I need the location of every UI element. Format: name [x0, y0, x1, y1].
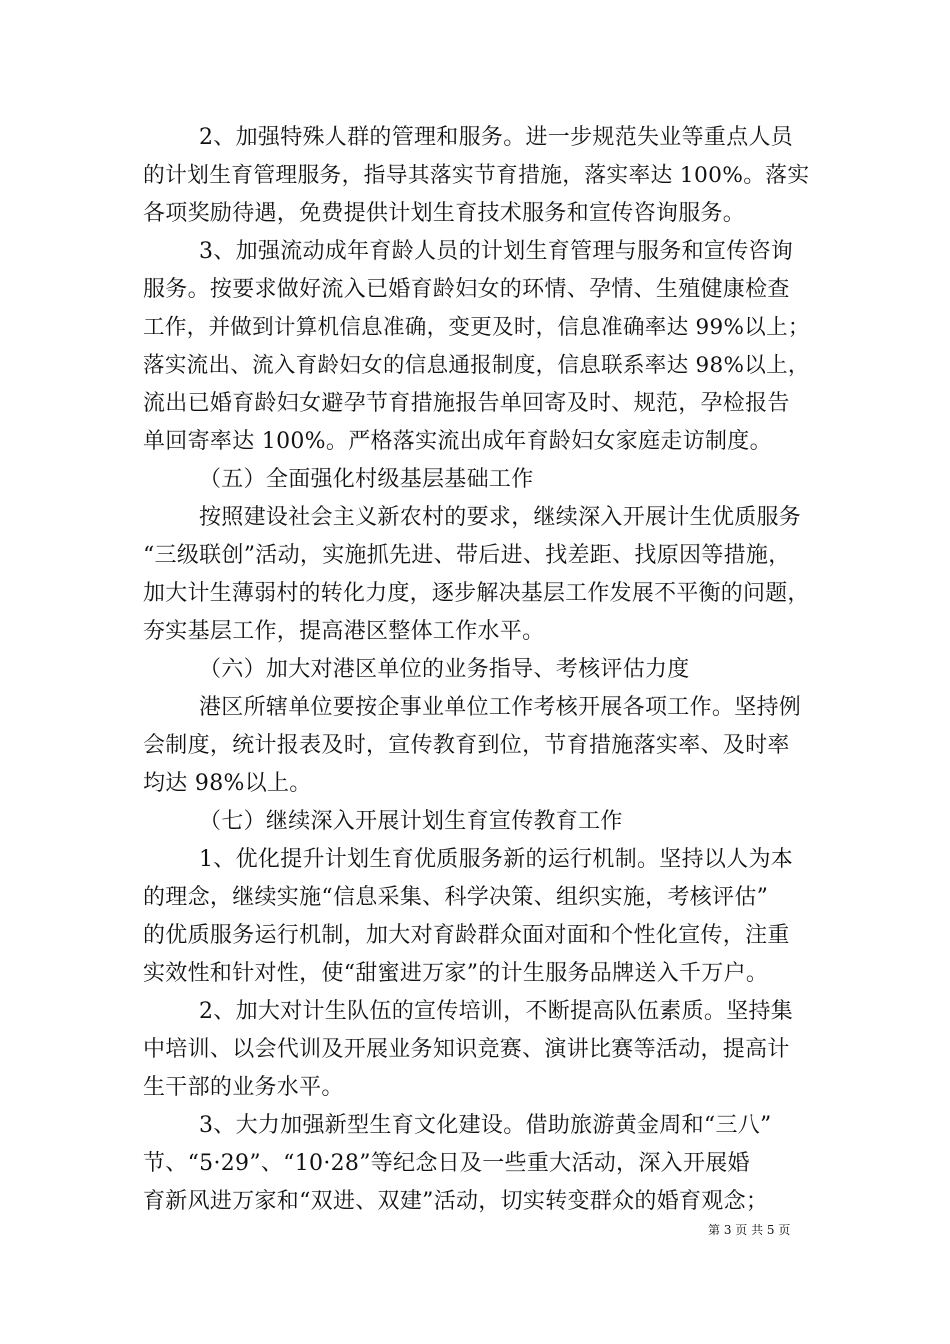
para-2-line-5: 流出已婚育龄妇女避孕节育措施报告单回寄及时、规范，孕检报告 — [143, 391, 790, 416]
para-2-line-6: 单回寄率达 100%。严格落实流出成年育龄妇女家庭走访制度。 — [143, 429, 772, 454]
para-4-line-3: 加大计生薄弱村的转化力度，逐步解决基层工作发展不平衡的问题， — [143, 581, 810, 606]
para-2-line-4: 落实流出、流入育龄妇女的信息通报制度，信息联系率达 98%以上， — [143, 353, 810, 378]
para-8-line-4: 实效性和针对性，使“甜蜜进万家”的计生服务品牌送入千万户。 — [143, 961, 769, 986]
para-2-line-1: 3、加强流动成年育龄人员的计划生育管理与服务和宣传咨询 — [199, 239, 794, 264]
para-6-line-1: 港区所辖单位要按企事业单位工作考核开展各项工作。坚持例 — [199, 695, 802, 720]
para-9-line-2: 中培训、以会代训及开展业务知识竞赛、演讲比赛等活动，提高计 — [143, 1037, 790, 1062]
para-8-line-1: 1、优化提升计划生育优质服务新的运行机制。坚持以人为本 — [199, 847, 794, 872]
para-1-line-2: 的计划生育管理服务，指导其落实节育措施，落实率达 100%。落实 — [143, 163, 810, 188]
para-10-line-2: 节、“5·29”、“10·28”等纪念日及一些重大活动，深入开展婚 — [143, 1151, 750, 1176]
section-heading-6: （六）加大对港区单位的业务指导、考核评估力度 — [199, 657, 690, 682]
para-8-line-3: 的优质服务运行机制，加大对育龄群众面对面和个性化宣传，注重 — [143, 923, 790, 948]
para-1-line-1: 2、加强特殊人群的管理和服务。进一步规范失业等重点人员 — [199, 125, 794, 150]
page-number-footer: 第 3 页 共 5 页 — [708, 1223, 791, 1237]
para-4-line-1: 按照建设社会主义新农村的要求，继续深入开展计生优质服务 — [199, 505, 802, 530]
section-heading-5: （五）全面强化村级基层基础工作 — [199, 467, 534, 492]
section-heading-7: （七）继续深入开展计划生育宣传教育工作 — [199, 809, 623, 834]
para-4-line-2: “三级联创”活动，实施抓先进、带后进、找差距、找原因等措施， — [143, 543, 791, 568]
para-1-line-3: 各项奖励待遇，免费提供计划生育技术服务和宣传咨询服务。 — [143, 201, 746, 226]
para-9-line-1: 2、加大对计生队伍的宣传培训，不断提高队伍素质。坚持集 — [199, 999, 794, 1024]
para-8-line-2: 的理念，继续实施“信息采集、科学决策、组织实施，考核评估” — [143, 885, 769, 910]
para-9-line-3: 生干部的业务水平。 — [143, 1075, 344, 1100]
para-10-line-1: 3、大力加强新型生育文化建设。借助旅游黄金周和“三八” — [199, 1113, 772, 1138]
para-4-line-4: 夯实基层工作，提高港区整体工作水平。 — [143, 619, 545, 644]
para-6-line-3: 均达 98%以上。 — [143, 771, 312, 796]
para-6-line-2: 会制度，统计报表及时，宣传教育到位，节育措施落实率、及时率 — [143, 733, 790, 758]
para-10-line-3: 育新风进万家和“双进、双建”活动，切实转变群众的婚育观念； — [143, 1189, 769, 1214]
para-2-line-3: 工作，并做到计算机信息准确，变更及时，信息准确率达 99%以上； — [143, 315, 810, 340]
para-2-line-2: 服务。按要求做好流入已婚育龄妇女的环情、孕情、生殖健康检查 — [143, 277, 790, 302]
